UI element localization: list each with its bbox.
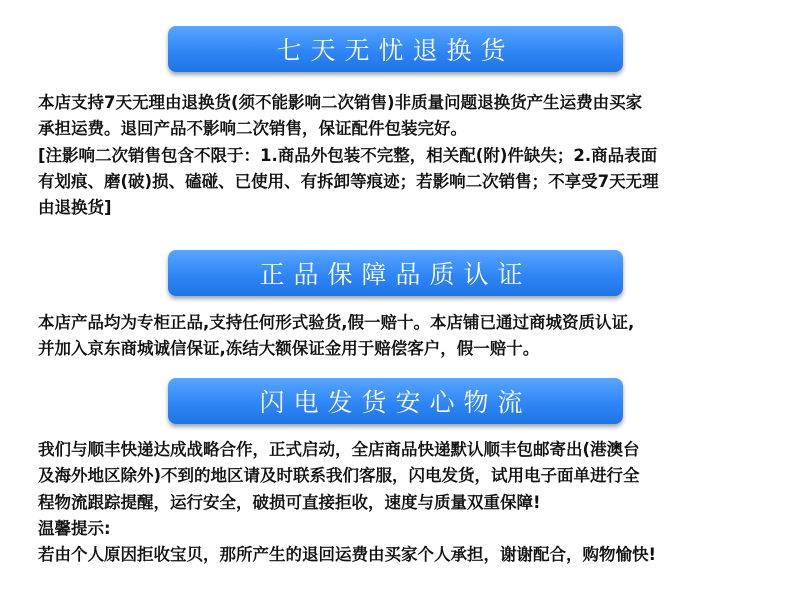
text-line: 程物流跟踪提醒，运行安全，破损可直接拒收，速度与质量双重保障!: [38, 492, 541, 512]
return-policy-banner: [168, 26, 623, 72]
text-line: 并加入京东商城诚信保证,冻结大额保证金用于赔偿客户，假一赔十。: [38, 339, 540, 359]
text-line: 本店产品均为专柜正品,支持任何形式验货,假一赔十。本店铺已通过商城资质认证,: [38, 313, 635, 332]
text-line: 有划痕、磨(破)损、磕碰、已使用、有拆卸等痕迹；若影响二次销售；不享受7天无理: [38, 171, 659, 191]
shipping-title: 闪电发货安心物流: [259, 388, 532, 417]
text-line: 承担运费。退回产品不影响二次销售，保证配件包装完好。: [38, 119, 467, 139]
authenticity-title: 正品保障品质认证: [259, 260, 532, 289]
return-policy-text: [38, 90, 778, 221]
return-policy-title: 七天无忧退换货: [276, 36, 515, 65]
authenticity-text: [38, 310, 778, 363]
text-line: 由退换货]: [38, 198, 112, 218]
text-line: 若由个人原因拒收宝贝，那所产生的退回运费由买家个人承担，谢谢配合，购物愉快!: [38, 545, 657, 565]
shipping-banner: [168, 378, 623, 424]
text-line: 温馨提示:: [38, 518, 111, 538]
authenticity-banner: [168, 250, 623, 296]
text-line: 我们与顺丰快递达成战略合作，正式启动，全店商品快递默认顺丰包邮寄出(港澳台: [38, 440, 640, 459]
text-line: 及海外地区除外)不到的地区请及时联系我们客服，闪电发货，试用电子面单进行全: [38, 466, 640, 486]
text-line: 本店支持7天无理由退换货(须不能影响二次销售)非质量问题退换货产生运费由买家: [38, 93, 643, 112]
text-line: [注影响二次销售包含不限于：1.商品外包装不完整，相关配(附)件缺失；2.商品表面: [38, 145, 658, 165]
shipping-text: [38, 437, 778, 568]
